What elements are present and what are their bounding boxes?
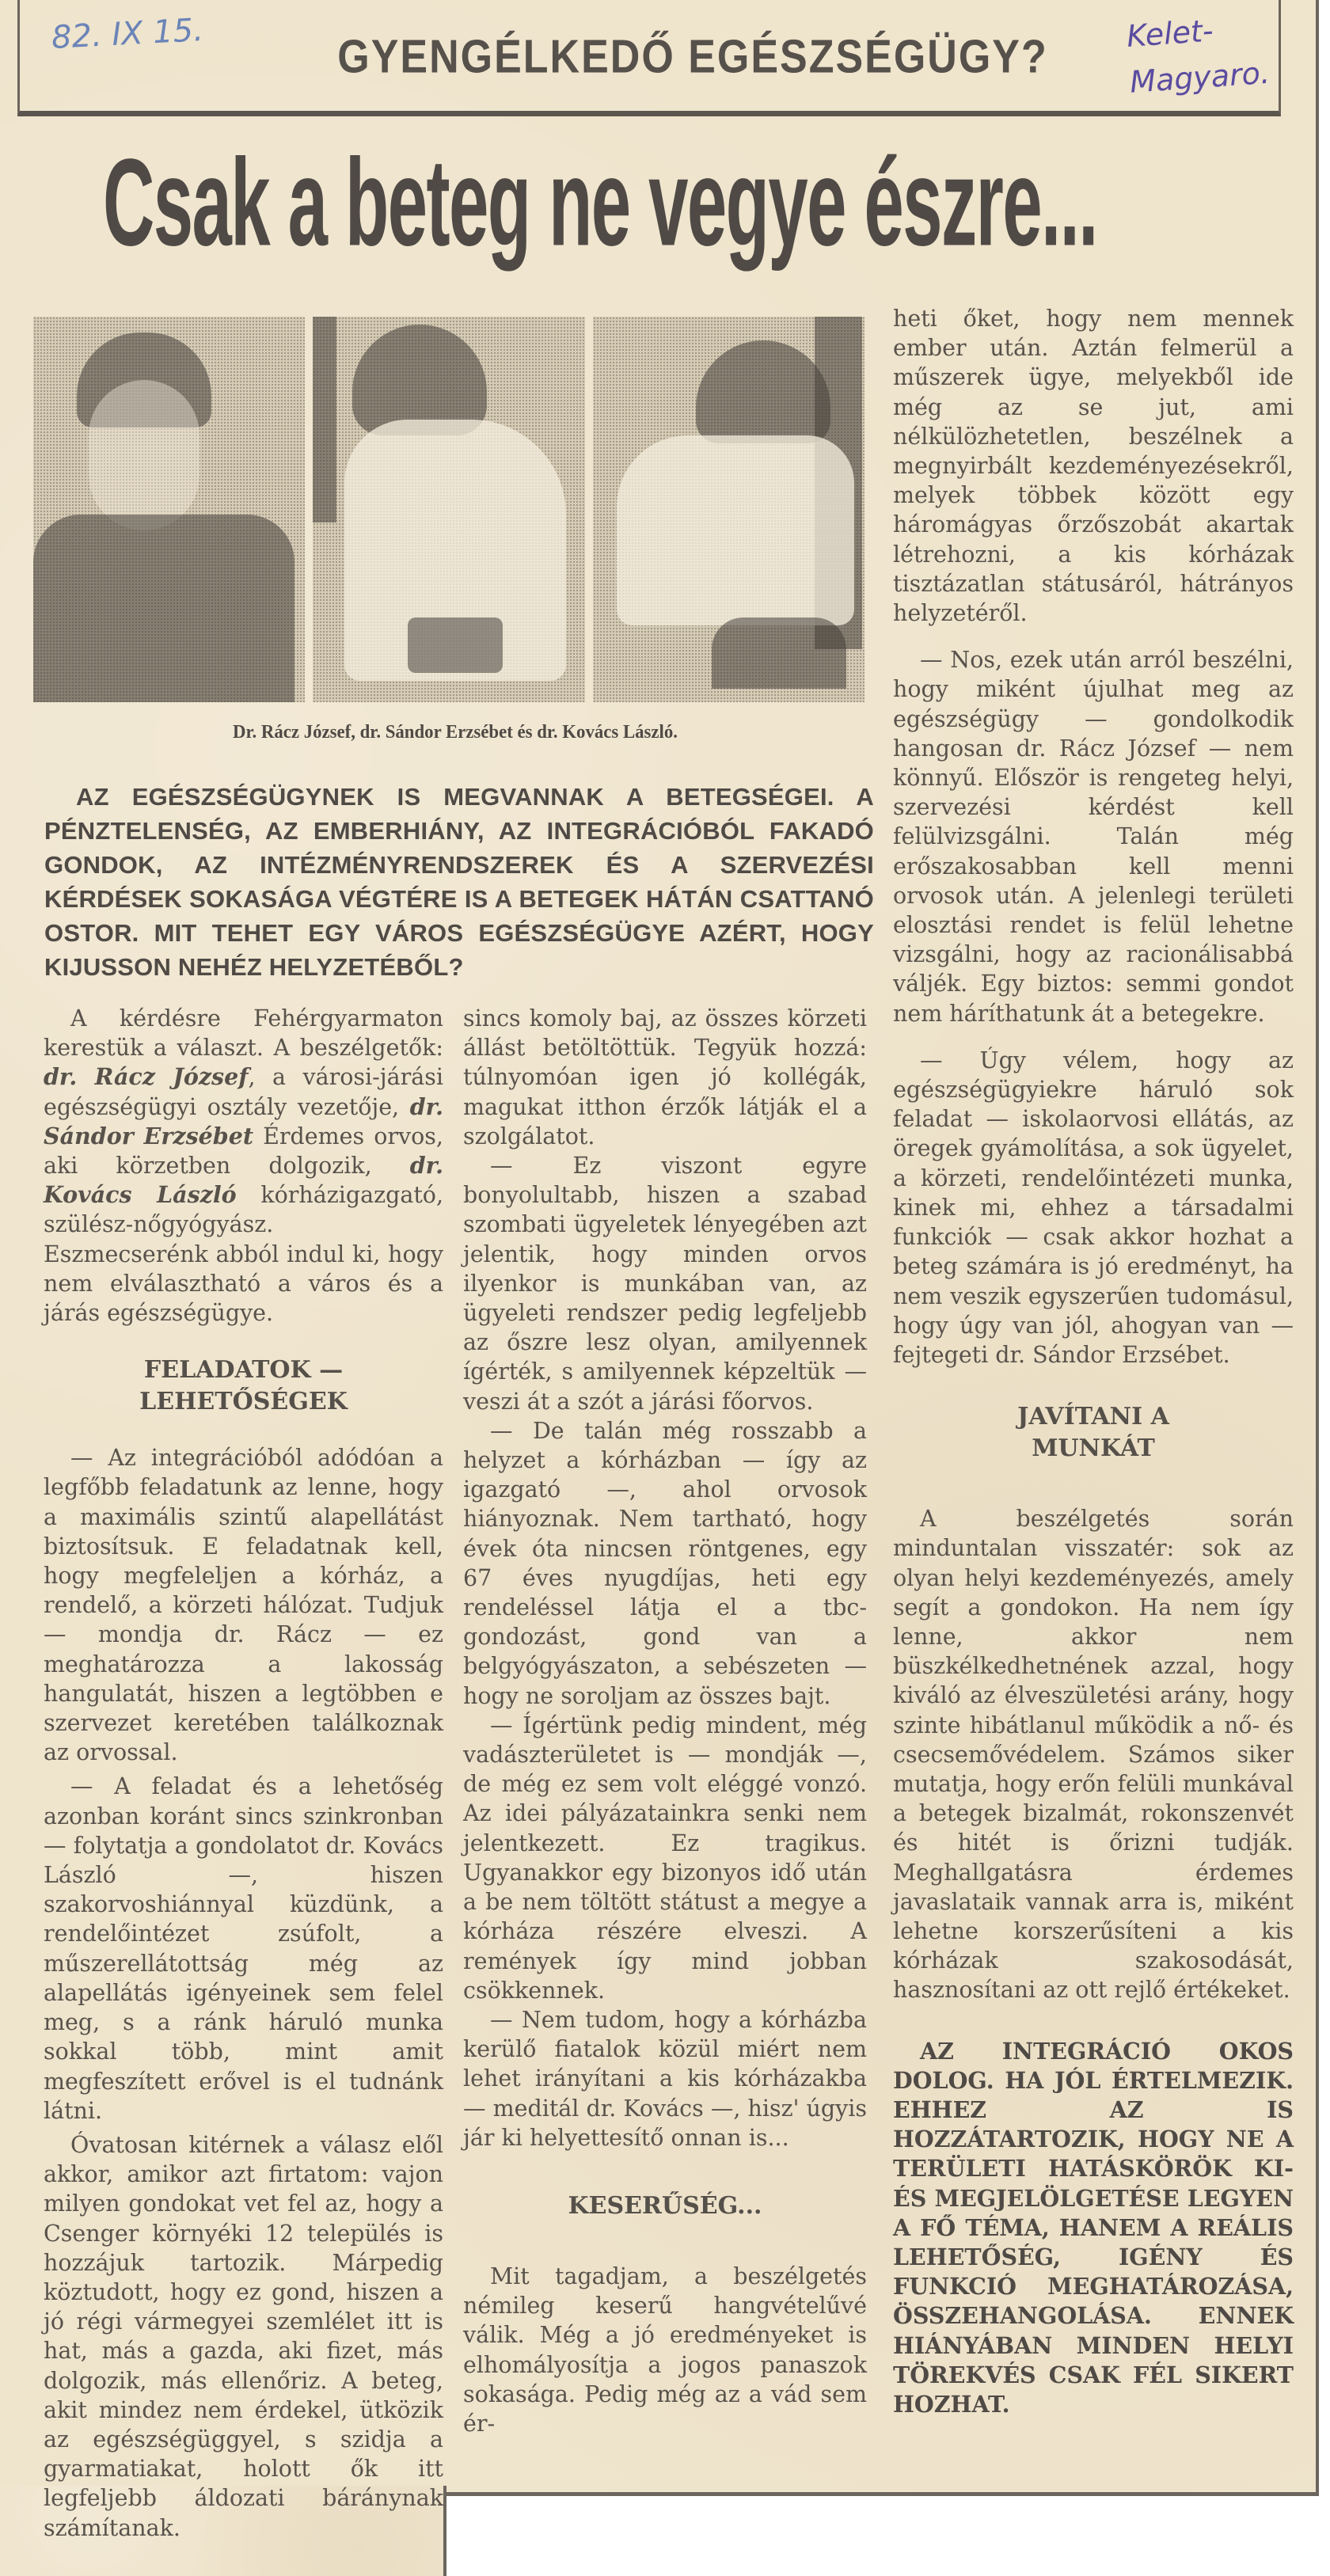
kicker: GYENGÉLKEDŐ EGÉSZSÉGÜGY? [337,30,1048,84]
name-kovacs: dr. Kovács László [44,1152,443,1209]
subheading-javitani: JAVÍTANI A MUNKÁT [1017,1403,1169,1463]
photo-caption: Dr. Rácz József, dr. Sándor Erzsébet és dr. Kovács László. [233,722,678,743]
closing-statement: AZ INTEGRÁCIÓ OKOS DOLOG. HA JÓL ÉRTELMEZIK. EHHEZ AZ IS HOZZÁTARTOZIK, HOGY NE A TERÜLETI HATÁSKÖRÖK KI- ÉS MEGJELÖLGETÉSE LEGYEN A FŐ TÉMA, HANEM A REÁLIS LEHETŐSÉG, IGÉNY ÉS FUNKCIÓ MEGHATÁROZÁSA, ÖSSZEHANGOLÁSA. ENNEK HIÁNYÁBAN MINDEN HELYI TÖREKVÉS CSAK FÉL SIKERT HOZHAT. [893,2037,1294,2418]
name-racz: dr. Rácz József [44,1063,249,1091]
body-paragraph: — De talán még rosszabb a helyzet a kórházban — így az igazgató —, ahol orvosok hiányoznak. Nem tartható, hogy évek óta nincsen röntgenes, egy 67 éves nyugdíjas, heti egy rendeléssel látja el a tbc-gondozást, gond van a belgyógyászaton, a sebészeten — hogy ne soroljam az összes bajt. [463,1417,867,1709]
body-paragraph: — Úgy vélem, hogy az egészségügyiekre háruló sok feladat — iskolaorvosi ellátás, az öregek gyámolítása, a sok ügyelet, a körzeti, rendelőintézeti munka, kinek mi, ehhez a társadalmi funkciók — csak akkor hozhat a beteg számára is jó eredményt, ha nem veszik egyszerűen tudomásul, hogy úgy van jól, ahogyan van — fejtegeti dr. Sándor Erzsébet. [893,1047,1294,1368]
header-box [17,0,1281,116]
column-middle [463,1004,867,2438]
column-right [893,304,1294,2419]
photo-strip [33,317,864,702]
body-paragraph: Mit tagadjam, a beszélgetés némileg keserű hangvételűvé válik. Még a jó eredményeket is elhomályosítja a jogos panaszok sokasága. Pedig még az a vád sem ér- [463,2263,867,2437]
handwritten-date: 82. IX 15. [50,12,204,56]
subheading-keseruseg: KESERŰSÉG... [568,2191,762,2220]
subheading-feladatok: FELADATOK — LEHETŐSÉGEK [139,1356,348,1416]
body-paragraph: — Nem tudom, hogy a kórházba kerülő fiatalok közül miért nem lehet irányítani a kis kórházakba — meditál dr. Kovács —, hisz' úgyis jár ki helyettesítő onnan is... [463,2006,867,2151]
body-paragraph: heti őket, hogy nem mennek ember után. Aztán felmerül a műszerek ügye, melyekből ide még az se jut, ami nélkülözhetetlen, beszélnek a megnyirbált kezdeményezésekről, melyek többek között egy háromágyas őrzőszobát akartak létrehozni, a kis kórházak tisztázatlan státusáról, hátrányos helyzetéről. [893,306,1294,627]
body-paragraph: Óvatosan kitérnek a válasz elől akkor, amikor azt firtatom: vajon milyen gondokat vet fel az, hogy a Csenger környéki 12 település is hozzájuk tartozik. Márpedig köztudott, hogy ez gond, hiszen a jó régi vármegyei szemlélet itt is hat, más a gazda, aki fizet, más dolgozik, más ellenőriz. A beteg, akit mindez nem érdekel, ütközik az egészségüggyel, s szidja a gyarmatiakat, holott ők itt legfeljebb áldozati báránynak számítanak. [44,2131,443,2541]
body-paragraph: — A feladat és a lehetőség azonban koránt sincs szinkronban — folytatja a gondolatot dr. Kovács László —, hiszen szakorvoshiánnyal küzdünk, a rendelőintézet zsúfolt, a műszerellátottság még az alapellátás igényeinek sem felel meg, s a ránk háruló munka sokkal több, mint amit megfeszített erővel is el tudnánk látni. [44,1773,443,2124]
column-left [44,1004,443,2543]
headline: Csak a beteg ne vegye észre... [103,132,1097,272]
photo-portrait-kovacs [593,317,864,702]
intro-paragraph: A kérdésre Fehérgyarmaton kerestük a választ. A beszélgetők: dr. Rácz József, a városi-járási egészségügyi osztály vezetője, dr. Sándor Erzsébet Érdemes orvos, aki körzetben dolgozik, dr. Kovács László kórházigazgató, szülész-nőgyógyász. Eszmecserénk abból indul ki, hogy nem elválasztható a város és a járás egészségügye. [44,1005,444,1327]
handwritten-source: Kelet-Magyaro. [1125,13,1271,100]
body-paragraph: — Nos, ezek után arról beszélni, hogy miként újulhat meg az egészségügy — gondolkodik hangosan dr. Rácz József — nem könnyű. Először is rengeteg helyi, szervezési kérdést kell felülvizsgálni. Talán még erőszakosabban kell menni orvosok után. A jelenlegi területi elosztási rendet is felül lehetne vizsgálni, hogy az racionálisabbá váljék. Egy biztos: semmi gondot nem háríthatunk át a betegekre. [893,647,1294,1027]
body-paragraph: — Ígértünk pedig mindent, még vadászterületet is — mondják —, de még ez sem volt eléggé vonzó. Az idei pályázatainkra senki nem jelentkezett. Ez tragikus. Ugyanakkor egy bizonyos idő után a be nem töltött státust a megye a kórháza részére elveszi. A remények így mind jobban csökkennek. [463,1712,867,2004]
photo-portrait-racz [33,317,305,702]
body-paragraph: sincs komoly baj, az összes körzeti állást betöltöttük. Tegyük hozzá: túlnyomóan igen jó kollégák, magukat itthon érzők látják el a szolgálatot. [463,1005,867,1149]
name-sandor: dr. Sándor Erzsébet [44,1092,443,1149]
body-paragraph: — Ez viszont egyre bonyolultabb, hiszen a szabad szombati ügyeletek lényegében azt jelentik, hogy minden orvos ilyenkor is munkában van, az ügyeleti rendszer pedig legfeljebb az őszre lesz olyan, amilyennek ígérték, s amilyennek képzeltük — veszi át a szót a járási főorvos. [463,1153,867,1415]
body-paragraph: A beszélgetés során minduntalan visszatér: sok az olyan helyi kezdeményezés, amely segít a gondokon. Ha nem így lenne, akkor nem büszkélkedhetnének azzal, hogy kiváló az élveszületési arány, hogy szinte hibátlanul működik a nő- és csecsemővédelem. Számos siker mutatja, hogy erőn felüli munkával a betegek bizalmát, rokonszenvét és hitét is őrizni tudják. Meghallgatásra érdemes javaslataik vannak arra is, miként lehetne korszerűsíteni a kis kórházak szakosodását, hasznosítani az ott rejlő értékeket. [893,1506,1294,2004]
lead-paragraph: AZ EGÉSZSÉGÜGYNEK IS MEGVANNAK A BETEGSÉGEI. A PÉNZTELENSÉG, AZ EMBERHIÁNY, AZ INTEGRÁCIÓBÓL FAKADÓ GONDOK, AZ INTÉZMÉNYRENDSZEREK ÉS A SZERVEZÉSI KÉRDÉSEK SOKASÁGA VÉGTÉRE IS A BETEGEK HÁTÁN CSATTANÓ OSTOR. MIT TEHET EGY VÁROS EGÉSZSÉGÜGYE AZÉRT, HOGY KIJUSSON NEHÉZ HELYZETÉBŐL? [44,783,874,981]
photo-portrait-sandor [313,317,584,702]
body-paragraph: — Az integrációból adódóan a legfőbb feladatunk az lenne, hogy a maximális szintű alapellátást biztosítsuk. E feladatnak kell, hogy megfeleljen a kórház, a rendelő, a körzeti hálózat. Tudjuk — mondja dr. Rácz — ez meghatározza a lakosság hangulatát, hiszen a legtöbben e szervezet keretében találkoznak az orvossal. [44,1445,443,1766]
